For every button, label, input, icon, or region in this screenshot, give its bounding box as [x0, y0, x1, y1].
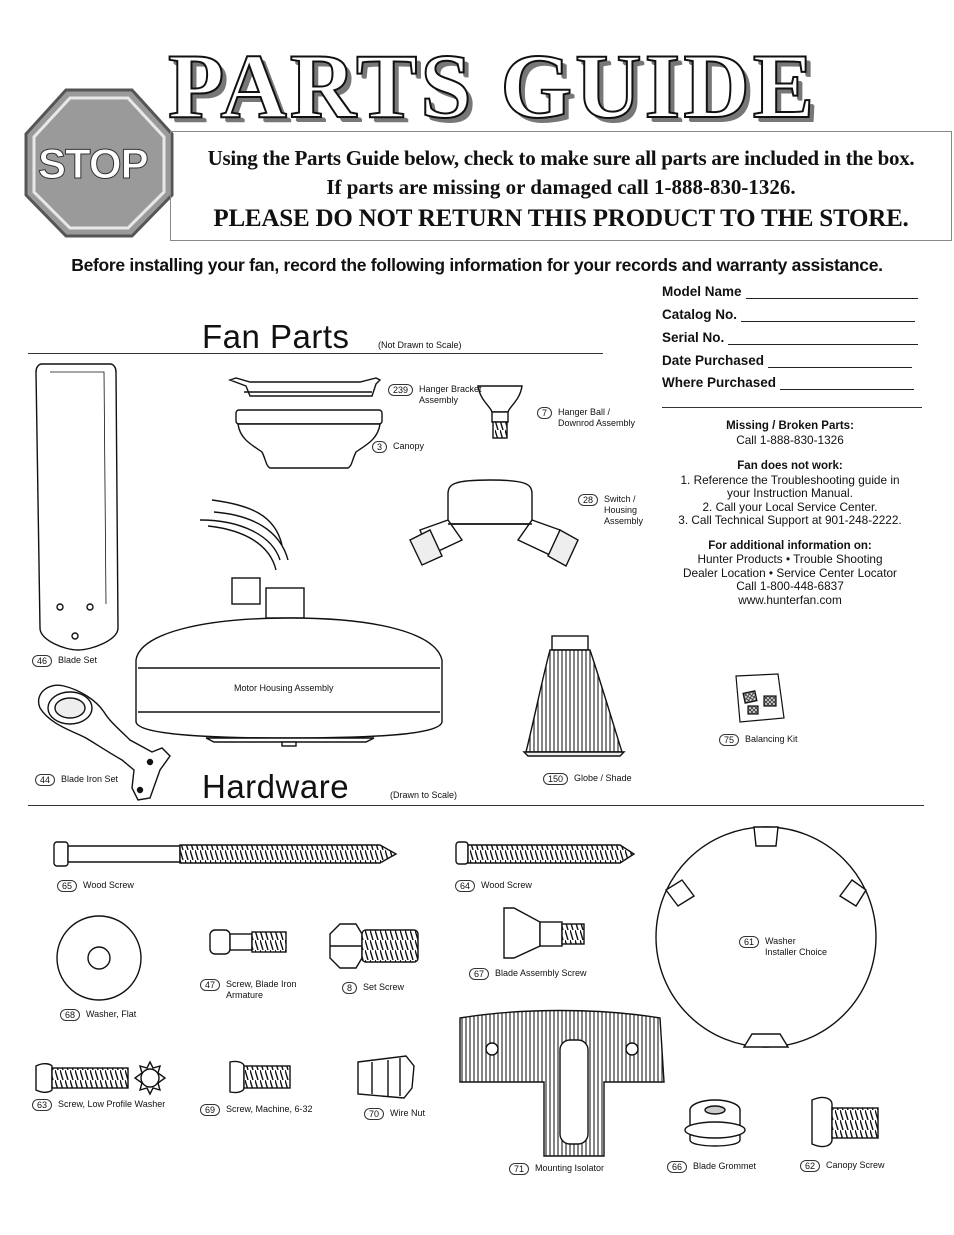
balancing-kit-drawing [736, 674, 784, 722]
field-extra-line [662, 407, 922, 408]
wood-screw-64-drawing [456, 842, 634, 864]
hanger-ball-drawing [478, 386, 522, 438]
additional-line-4: www.hunterfan.com [738, 592, 842, 607]
additional-heading: For additional information on: [708, 539, 872, 552]
additional-line-3: Call 1-800-448-6837 [736, 579, 844, 593]
part-label-hanger-ball: 7 Hanger Ball / Downrod Assembly [537, 407, 635, 429]
part-label-canopy: 3 Canopy [372, 441, 424, 453]
field-date-purchased[interactable]: Date Purchased [662, 353, 912, 368]
wire-nut-drawing [358, 1056, 414, 1098]
screw-machine-drawing [230, 1061, 290, 1092]
wood-screw-65-drawing [54, 842, 396, 866]
notwork-step-3: 3. Call Technical Support at 901-248-2222. [678, 513, 902, 527]
part-label-blade-set: 46 Blade Set [32, 655, 97, 667]
blade-grommet-drawing [685, 1100, 745, 1146]
field-catalog-no[interactable]: Catalog No. [662, 307, 915, 322]
part-label-globe: 150 Globe / Shade [543, 773, 632, 785]
part-label-blade-assembly-screw: 67 Blade Assembly Screw [469, 968, 587, 980]
part-label-washer-flat: 68 Washer, Flat [60, 1009, 136, 1021]
part-label-balancing-kit: 75 Balancing Kit [719, 734, 798, 746]
divider [28, 353, 603, 354]
divider [28, 805, 924, 806]
set-screw-drawing [330, 924, 418, 968]
notwork-step-1b: your Instruction Manual. [727, 486, 853, 500]
mounting-isolator-drawing [460, 1011, 664, 1157]
motor-housing-drawing [136, 500, 442, 746]
notice-line-2: If parts are missing or damaged call 1-888-830-1326. [326, 175, 796, 199]
field-serial-no[interactable]: Serial No. [662, 330, 918, 345]
part-label-set-screw: 8 Set Screw [342, 982, 404, 994]
screw-low-profile-drawing [36, 1062, 165, 1094]
section-fan-parts-title: Fan Parts [202, 318, 350, 355]
notwork-heading: Fan does not work: [737, 460, 843, 472]
part-label-motor-housing: Motor Housing Assembly [234, 683, 334, 693]
hanger-bracket-drawing [230, 378, 380, 396]
section-fan-parts-note: (Not Drawn to Scale) [378, 340, 462, 350]
part-label-mounting-isolator: 71 Mounting Isolator [509, 1163, 604, 1175]
part-label-wood-screw-64: 64 Wood Screw [455, 880, 532, 892]
page-title: PARTS GUIDE [168, 35, 818, 137]
stop-sign-label: STOP [38, 140, 148, 187]
part-label-screw-47: 47 Screw, Blade Iron Armature [200, 979, 297, 1001]
canopy-drawing [236, 410, 382, 468]
missing-text: Call 1-888-830-1326 [736, 432, 844, 447]
part-label-screw-machine: 69 Screw, Machine, 6-32 [200, 1104, 313, 1116]
additional-line-1: Hunter Products • Trouble Shooting [697, 552, 883, 566]
part-label-wood-screw-65: 65 Wood Screw [57, 880, 134, 892]
blade-drawing [36, 364, 118, 650]
support-info [655, 420, 925, 607]
part-label-switch-housing: 28 Switch / Housing Assembly [578, 494, 643, 527]
field-where-purchased[interactable]: Where Purchased [662, 375, 914, 390]
missing-heading: Missing / Broken Parts: [726, 420, 854, 432]
notwork-step-2: 2. Call your Local Service Center. [702, 499, 878, 514]
part-label-screw-low-profile: 63 Screw, Low Profile Washer [32, 1099, 165, 1111]
additional-line-2: Dealer Location • Service Center Locator [683, 565, 897, 580]
section-hardware-note: (Drawn to Scale) [390, 790, 458, 800]
part-label-blade-iron: 44 Blade Iron Set [35, 774, 118, 786]
globe-drawing [524, 636, 624, 756]
notwork-step-1: 1. Reference the Troubleshooting guide in [680, 472, 900, 487]
part-label-canopy-screw: 62 Canopy Screw [800, 1160, 885, 1172]
screw-47-drawing [210, 930, 286, 954]
notice-line-3: PLEASE DO NOT RETURN THIS PRODUCT TO THE STORE. [213, 205, 909, 232]
part-label-blade-grommet: 66 Blade Grommet [667, 1161, 756, 1173]
notice-line-1: Using the Parts Guide below, check to make sure all parts are included in the box. [207, 146, 915, 170]
part-label-wire-nut: 70 Wire Nut [364, 1108, 425, 1120]
blade-assembly-screw-drawing [504, 908, 584, 958]
washer-flat-drawing [57, 916, 141, 1000]
notice-box [170, 131, 952, 241]
part-label-hanger-bracket: 239 Hanger Bracket Assembly [388, 384, 482, 406]
field-model-name[interactable]: Model Name [662, 284, 918, 299]
section-hardware-title: Hardware [202, 768, 350, 805]
canopy-screw-drawing [812, 1097, 878, 1146]
record-prompt: Before installing your fan, record the following information for your records and warranty assistance. [71, 255, 883, 275]
part-label-washer-61: 61 Washer Installer Choice [739, 936, 827, 958]
switch-housing-drawing [410, 480, 578, 566]
